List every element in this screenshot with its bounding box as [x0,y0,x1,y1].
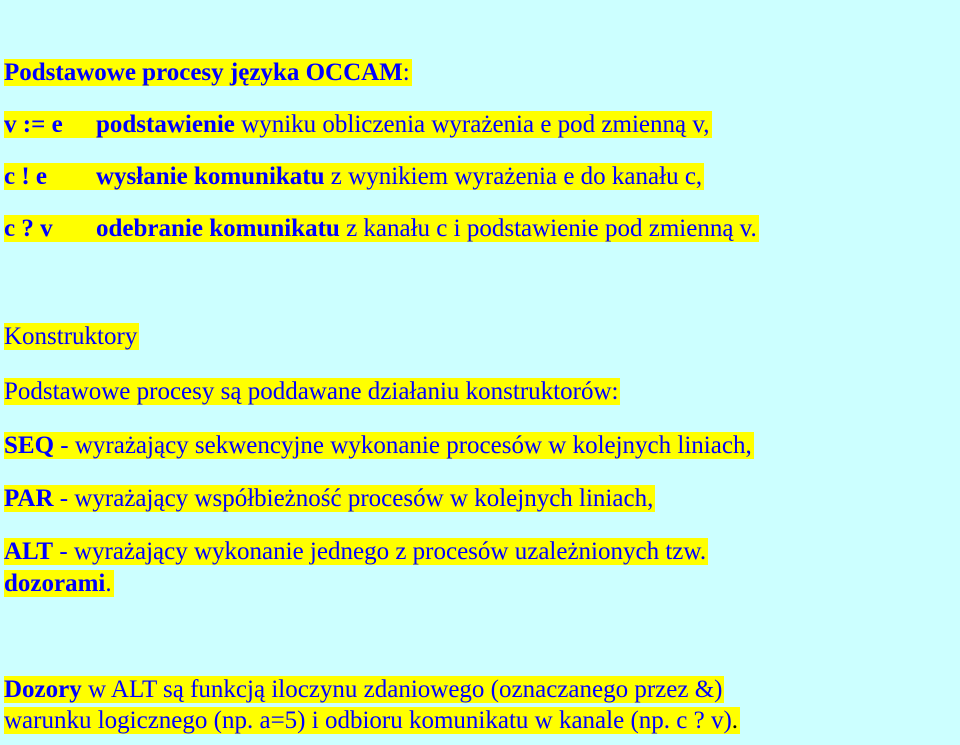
constructor-desc: - wyrażający sekwencyjne wykonanie procesów w kolejnych liniach, [54,432,752,459]
constructor-desc: - wyrażający wykonanie jednego z procesów uzależnionych tzw. [53,538,707,565]
process-row [4,110,712,140]
process-term: wysłanie komunikatu [96,163,325,190]
guards-heading: Dozory [4,676,82,703]
constructor-name: SEQ [4,432,55,459]
process-row [4,162,704,192]
constructors-intro-line [4,377,620,407]
constructor-desc: - wyrażający współbieżność procesów w kolejnych liniach, [53,485,654,512]
constructor-item [4,537,708,567]
occam-title: Podstawowe procesy języka OCCAM [4,59,403,86]
constructors-intro: Podstawowe procesy są poddawane działaniu konstruktorów: [4,378,619,405]
occam-title-line [4,58,412,88]
process-operator: c ! e [4,163,48,190]
process-desc: wyniku obliczenia wyrażenia e pod zmienną v, [234,111,710,138]
process-term: odebranie komunikatu [96,215,340,242]
process-row [4,214,759,244]
guards-line-2 [4,706,740,736]
guards-line-1 [4,675,724,705]
constructor-item [4,484,655,514]
occam-title-colon: : [402,59,410,86]
process-operator: c ? v [4,215,53,242]
process-term: podstawienie [96,111,235,138]
process-desc: z kanału c i podstawienie pod zmienną v. [339,215,757,242]
guards-desc: w ALT są funkcją iloczynu zdaniowego (oznaczanego przez &) [81,676,723,703]
sentence-end: . [105,570,112,597]
constructor-name: PAR [4,485,54,512]
guards-term: dozorami [4,570,106,597]
constructor-item [4,431,754,461]
constructors-heading: Konstruktory [4,323,138,350]
process-operator: v := e [4,111,63,138]
constructor-name: ALT [4,538,54,565]
constructors-heading-line [4,322,139,352]
constructor-item-continuation [4,569,114,599]
guards-desc-cont: warunku logicznego (np. a=5) i odbioru komunikatu w kanale (np. c ? v) [4,707,732,734]
process-desc: z wynikiem wyrażenia e do kanału c, [324,163,703,190]
sentence-end: . [731,707,739,734]
